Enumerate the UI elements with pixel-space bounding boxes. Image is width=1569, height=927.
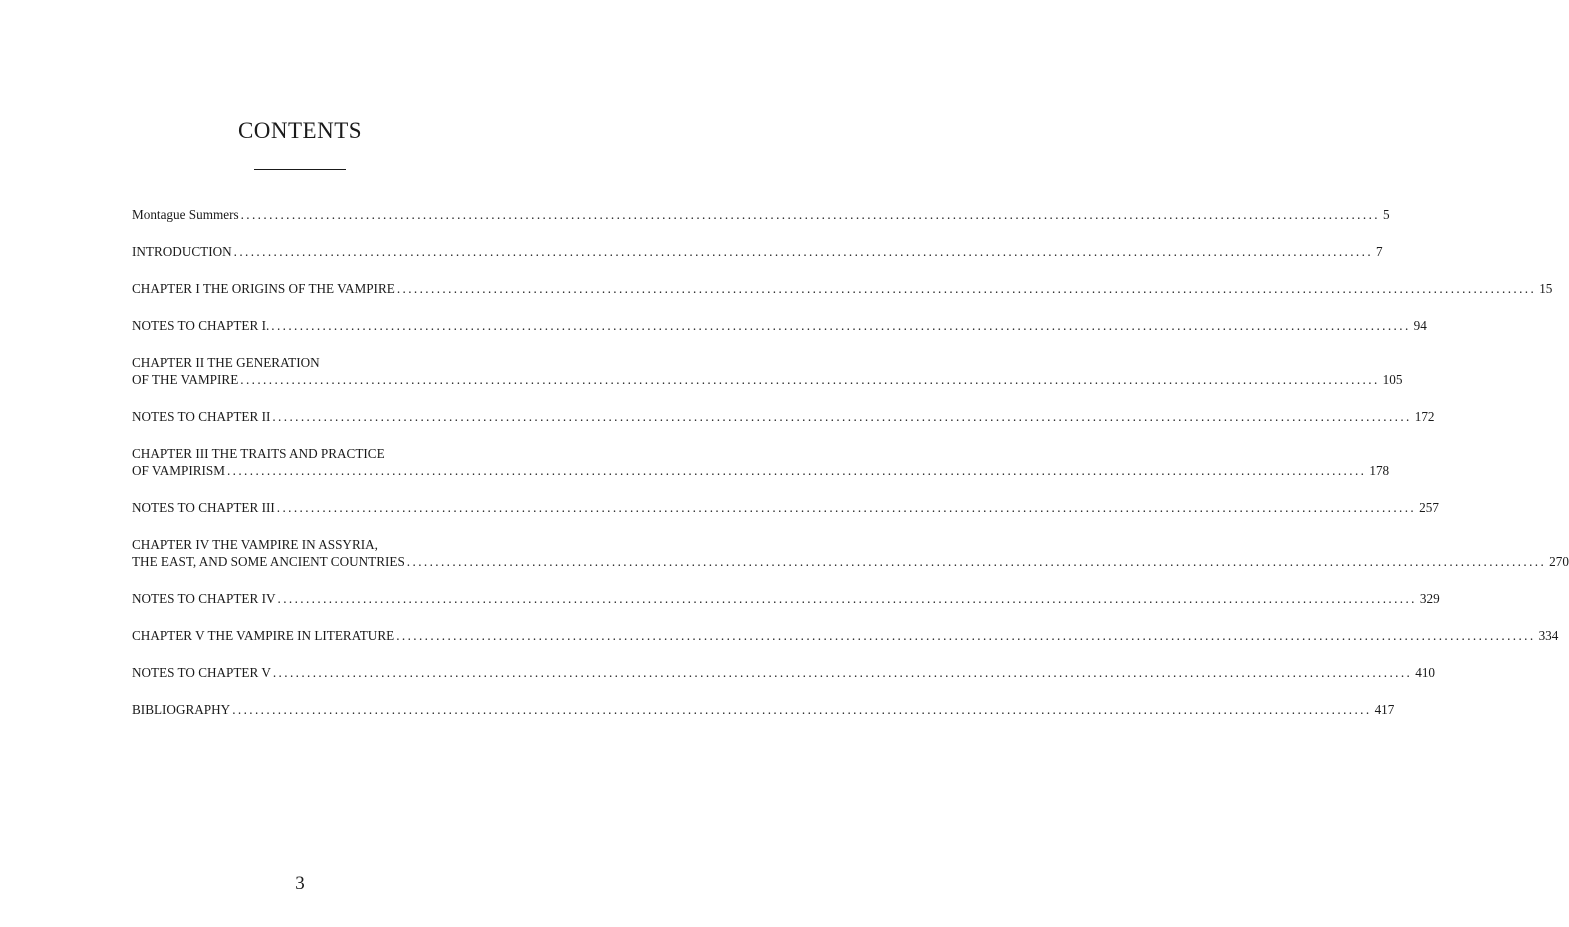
toc-page-number: 410 — [1415, 665, 1436, 680]
toc-entry — [132, 354, 1403, 388]
dot-leader: ........................................................................................................................................................................................................ — [226, 463, 1367, 478]
toc-entry-label: OF THE VAMPIRE — [132, 372, 239, 387]
dot-leader: ........................................................................................................................................................................................................ — [396, 628, 1536, 643]
toc-page-number: 334 — [1538, 628, 1559, 643]
toc-entry-line — [132, 317, 1427, 334]
toc-entry-label: NOTES TO CHAPTER III — [132, 500, 275, 515]
dot-leader: ........................................................................................................................................................................................................ — [277, 591, 1417, 606]
toc-entry-label: CHAPTER III THE TRAITS AND PRACTICE — [132, 446, 385, 461]
toc-entry — [132, 664, 1436, 681]
toc-entry-label: NOTES TO CHAPTER V — [132, 665, 271, 680]
toc-page-number: 105 — [1382, 372, 1403, 387]
dot-leader: ........................................................................................................................................................................................................ — [271, 318, 1411, 333]
toc-entry-text — [132, 536, 1569, 570]
toc-entry — [132, 590, 1440, 607]
toc-entry-text — [132, 499, 1439, 516]
toc-page-number: 329 — [1419, 591, 1440, 606]
toc-entry-line — [132, 499, 1439, 516]
toc-entry-line — [132, 536, 468, 553]
toc-entry-label: NOTES TO CHAPTER I. — [132, 318, 270, 333]
toc-entry-label: OF VAMPIRISM — [132, 463, 225, 478]
dot-leader: ........................................................................................................................................................................................................ — [272, 665, 1413, 680]
toc-entry — [132, 627, 1559, 644]
toc-entry-line — [132, 408, 1435, 425]
table-of-contents — [132, 206, 1569, 738]
toc-entry-line — [132, 206, 1390, 223]
toc-entry-line — [132, 553, 1569, 570]
toc-page-number: 5 — [1382, 207, 1390, 222]
toc-entry — [132, 499, 1439, 516]
toc-entry-label: BIBLIOGRAPHY — [132, 702, 231, 717]
toc-entry-line — [132, 371, 1403, 388]
toc-entry-text — [132, 354, 1403, 388]
page-title: CONTENTS — [237, 118, 363, 143]
toc-entry-line — [132, 243, 1383, 260]
toc-entry-text — [132, 317, 1427, 334]
toc-entry — [132, 206, 1390, 223]
title-divider — [254, 169, 346, 170]
toc-entry — [132, 243, 1383, 260]
toc-page-number: 15 — [1539, 281, 1553, 296]
toc-entry-label: INTRODUCTION — [132, 244, 232, 259]
toc-entry-line — [132, 445, 468, 462]
toc-entry-line — [132, 280, 1553, 297]
toc-page-number: 178 — [1369, 463, 1390, 478]
toc-entry-label: Montague Summers — [132, 207, 239, 222]
toc-entry-label: CHAPTER II THE GENERATION — [132, 355, 320, 370]
toc-entry-text — [132, 408, 1435, 425]
toc-page-number: 94 — [1413, 318, 1427, 333]
toc-page-number: 172 — [1414, 409, 1435, 424]
dot-leader: ........................................................................................................................................................................................................ — [232, 702, 1372, 717]
toc-page-number: 257 — [1419, 500, 1439, 515]
toc-entry-label: NOTES TO CHAPTER IV — [132, 591, 276, 606]
toc-entry-label: CHAPTER V THE VAMPIRE IN LITERATURE — [132, 628, 395, 643]
dot-leader: ........................................................................................................................................................................................................ — [240, 207, 1380, 222]
toc-entry-text — [132, 445, 1390, 479]
toc-entry — [132, 445, 1390, 479]
toc-page-number: 270 — [1549, 554, 1569, 569]
toc-entry-text — [132, 590, 1440, 607]
toc-entry — [132, 408, 1435, 425]
toc-entry-text — [132, 243, 1383, 260]
toc-entry-line — [132, 701, 1395, 718]
toc-entry-text — [132, 701, 1395, 718]
dot-leader: ........................................................................................................................................................................................................ — [276, 500, 1417, 515]
toc-entry — [132, 317, 1427, 334]
page-number: 3 — [295, 873, 305, 894]
toc-entry-line — [132, 627, 1559, 644]
dot-leader: ........................................................................................................................................................................................................ — [272, 409, 1412, 424]
toc-entry-text — [132, 206, 1390, 223]
toc-entry-label: NOTES TO CHAPTER II — [132, 409, 271, 424]
toc-entry-text — [132, 627, 1559, 644]
dot-leader: ........................................................................................................................................................................................................ — [233, 244, 1374, 259]
dot-leader: ........................................................................................................................................................................................................ — [240, 372, 1380, 387]
dot-leader: ........................................................................................................................................................................................................ — [396, 281, 1537, 296]
toc-entry — [132, 701, 1395, 718]
toc-entry-line — [132, 462, 1390, 479]
toc-entry — [132, 280, 1553, 297]
toc-entry-line — [132, 590, 1440, 607]
toc-page-number: 417 — [1374, 702, 1395, 717]
toc-entry-text — [132, 280, 1553, 297]
toc-entry-label: CHAPTER I THE ORIGINS OF THE VAMPIRE — [132, 281, 395, 296]
toc-entry — [132, 536, 1569, 570]
toc-entry-line — [132, 664, 1436, 681]
toc-entry-text — [132, 664, 1436, 681]
toc-page-number: 7 — [1376, 244, 1383, 259]
toc-entry-label: CHAPTER IV THE VAMPIRE IN ASSYRIA, — [132, 537, 378, 552]
dot-leader: ........................................................................................................................................................................................................ — [406, 554, 1547, 569]
toc-entry-line — [132, 354, 468, 371]
toc-entry-label: THE EAST, AND SOME ANCIENT COUNTRIES — [132, 554, 405, 569]
